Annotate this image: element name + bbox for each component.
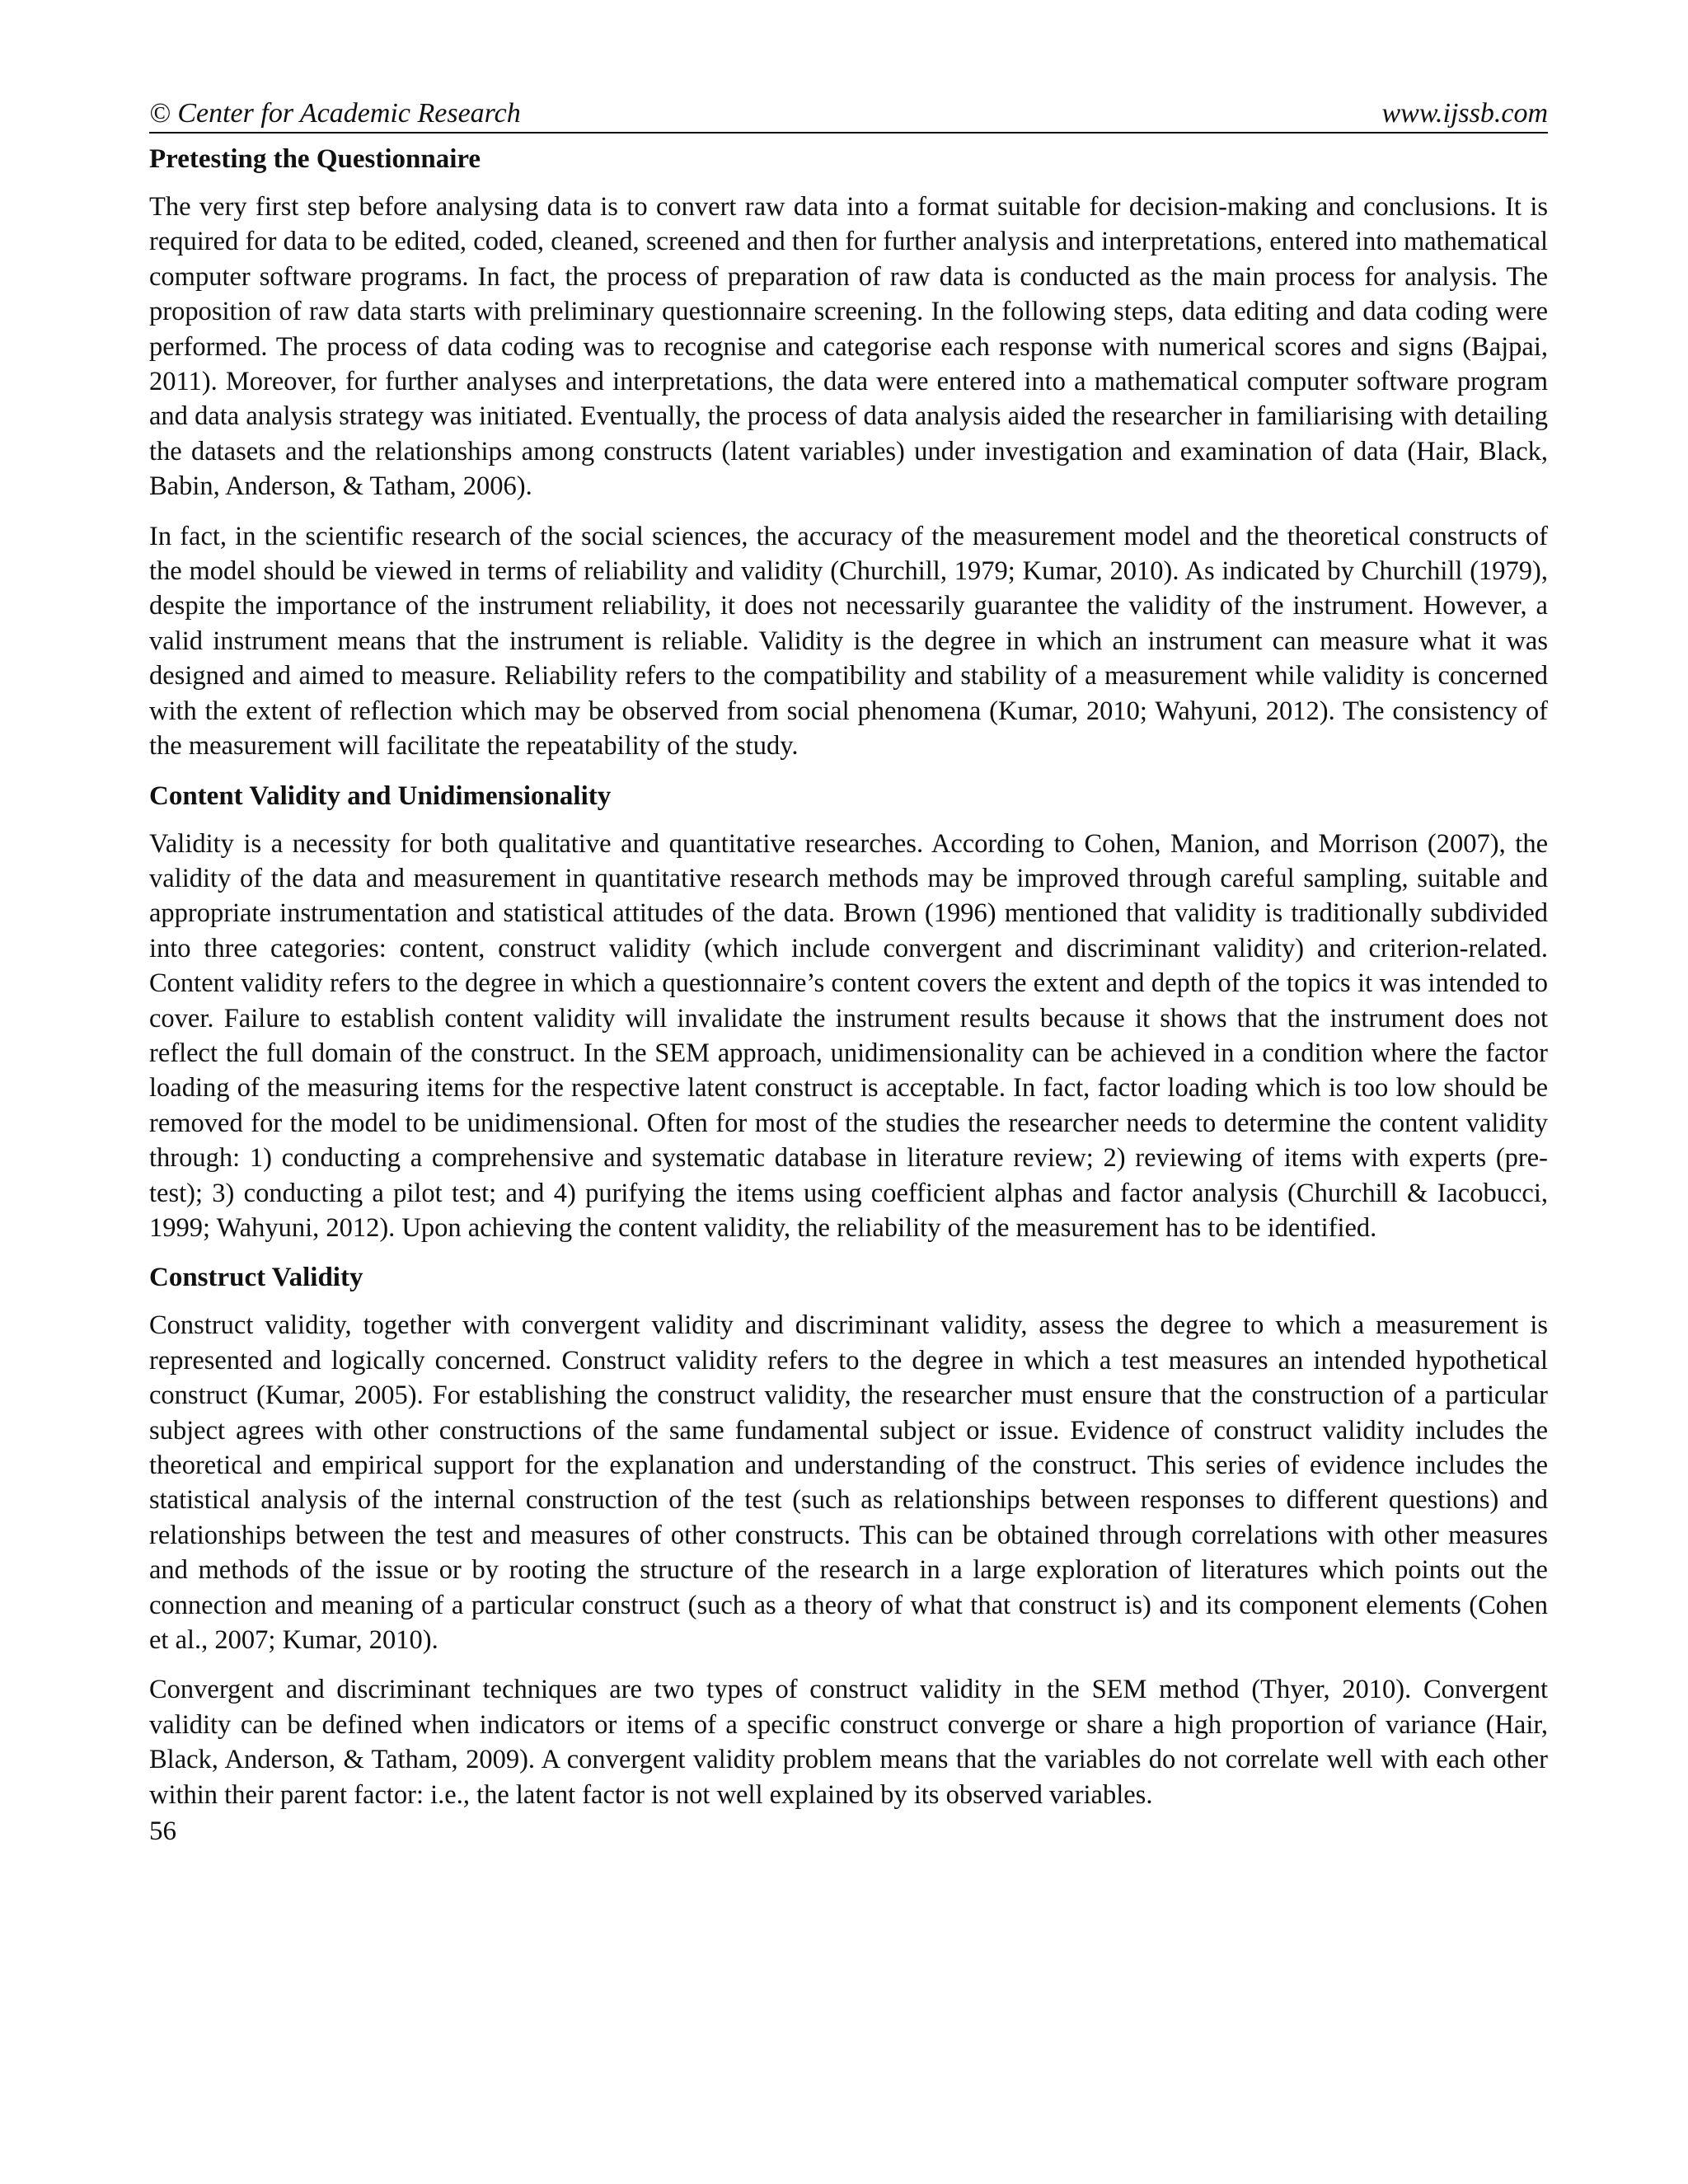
publisher-credit: © Center for Academic Research <box>149 98 521 129</box>
page-number: 56 <box>149 1816 176 1847</box>
paragraph-content-validity-1: Validity is a necessity for both qualitative and quantitative researches. According to Cohen, Manion, and Morrison (2007), the validity of the data and measurement in quantitative research methods may be improved through careful sampling, suitable and appropriate instrumentation and statistical attitudes of the data. Brown (1996) mentioned that validity is traditionally subdivided into three categories: content, construct validity (which include convergent and discriminant validity) and criterion-related. Content validity refers to the degree in which a questionnaire’s content covers the extent and depth of the topics it was intended to cover. Failure to establish content validity will invalidate the instrument results because it shows that the instrument does not reflect the full domain of the construct. In the SEM approach, unidimensionality can be achieved in a condition where the factor loading of the measuring items for the respective latent construct is acceptable. In fact, factor loading which is too low should be removed for the model to be unidimensional. Often for most of the studies the researcher needs to determine the content validity through: 1) conducting a comprehensive and systematic database in literature review; 2) reviewing of items with experts (pre-test); 3) conducting a pilot test; and 4) purifying the items using coefficient alphas and factor analysis (Churchill & Iacobucci, 1999; Wahyuni, 2012). Upon achieving the content validity, the reliability of the measurement has to be identified. <box>149 828 1548 1243</box>
paragraph-construct-validity-1: Construct validity, together with convergent validity and discriminant validity, assess the degree to which a measurement is represented and logically concerned. Construct validity refers to the degree in which a test measures an intended hypothetical construct (Kumar, 2005). For establishing the construct validity, the researcher must ensure that the construction of a particular subject agrees with other constructions of the same fundamental subject or issue. Evidence of construct validity includes the theoretical and empirical support for the explanation and understanding of the construct. This series of evidence includes the statistical analysis of the internal construction of the test (such as relationships between responses to different questions) and relationships between the test and measures of other constructs. This can be obtained through correlations with other measures and methods of the issue or by rooting the structure of the research in a large exploration of literatures which points out the connection and meaning of a particular construct (such as a theory of what that construct is) and its component elements (Cohen et al., 2007; Kumar, 2010). <box>149 1310 1548 1656</box>
document-page <box>149 97 1548 1849</box>
journal-url: www.ijssb.com <box>1381 98 1548 129</box>
section-heading-construct-validity: Construct Validity <box>149 1263 363 1293</box>
section-heading-pretesting: Pretesting the Questionnaire <box>149 144 481 174</box>
section-heading-content-validity: Content Validity and Unidimensionality <box>149 780 612 811</box>
running-header <box>149 97 1548 134</box>
paragraph-construct-validity-2: Convergent and discriminant techniques are two types of construct validity in the SEM method (Thyer, 2010). Convergent validity can be defined when indicators or items of a specific construct converge or share a high proportion of variance (Hair, Black, Anderson, & Tatham, 2009). A convergent validity problem means that the variables do not correlate well with each other within their parent factor: i.e., the latent factor is not well explained by its observed variables. <box>149 1675 1548 1810</box>
paragraph-pretesting-2: In fact, in the scientific research of the social sciences, the accuracy of the measurement model and the theoretical constructs of the model should be viewed in terms of reliability and validity (Churchill, 1979; Kumar, 2010). As indicated by Churchill (1979), despite the importance of the instrument reliability, it does not necessarily guarantee the validity of the instrument. However, a valid instrument means that the instrument is reliable. Validity is the degree in which an instrument can measure what it was designed and aimed to measure. Reliability refers to the compatibility and stability of a measurement while validity is concerned with the extent of reflection which may be observed from social phenomena (Kumar, 2010; Wahyuni, 2012). The consistency of the measurement will facilitate the repeatability of the study. <box>149 521 1548 762</box>
paragraph-pretesting-1: The very first step before analysing data is to convert raw data into a format suitable for decision-making and conclusions. It is required for data to be edited, coded, cleaned, screened and then for further analysis and interpretations, entered into mathematical computer software programs. In fact, the process of preparation of raw data is conducted as the main process for analysis. The proposition of raw data starts with preliminary questionnaire screening. In the following steps, data editing and data coding were performed. The process of data coding was to recognise and categorise each response with numerical scores and signs (Bajpai, 2011). Moreover, for further analyses and interpretations, the data were entered into a mathematical computer software program and data analysis strategy was initiated. Eventually, the process of data analysis aided the researcher in familiarising with detailing the datasets and the relationships among constructs (latent variables) under investigation and examination of data (Hair, Black, Babin, Anderson, & Tatham, 2006). <box>149 192 1548 502</box>
